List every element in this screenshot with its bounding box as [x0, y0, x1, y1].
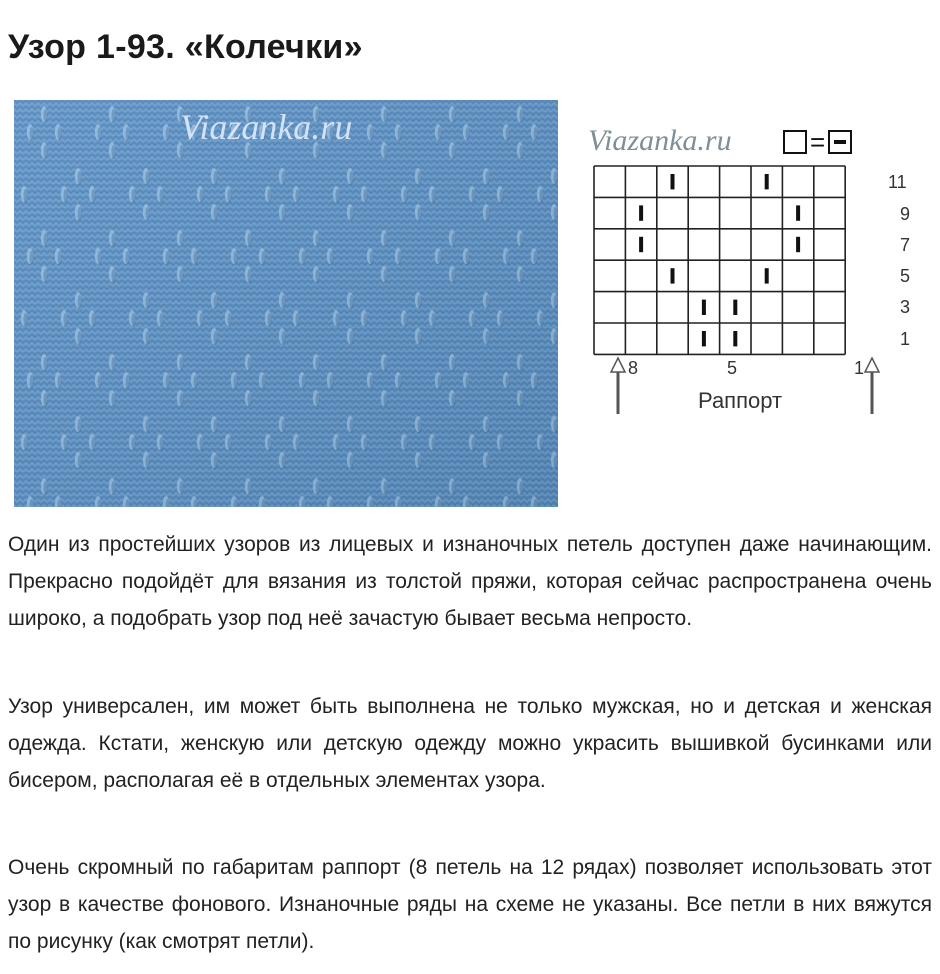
purl-stitch-mark [671, 268, 675, 283]
row-label: 5 [900, 266, 911, 286]
purl-stitch-mark [796, 205, 800, 220]
paragraph: Один из простейших узоров из лицевых и изнаночных петель доступен даже начинающим. Прекрасно подойдёт для вязания из толстой пряжи, которая сейчас распространена очень широко, а подобрать узор под неё зачастую бывает весьма непросто. [8, 533, 932, 630]
purl-stitch-mark [796, 237, 800, 252]
chart-grid [588, 120, 928, 420]
column-label: 5 [727, 358, 738, 378]
column-label: 8 [628, 358, 639, 378]
page-title: Узор 1-93. «Колечки» [8, 28, 363, 66]
row-label: 9 [900, 204, 911, 224]
legend-equals: = [810, 127, 826, 157]
row-label: 11 [888, 172, 907, 192]
start-arrow-left [611, 358, 625, 372]
paragraph: Узор универсален, им может быть выполнена не только мужская, но и детская и женская одежда. Кстати, женскую или детскую одежду можно украсить вышивкой бусинками или бисером, располагая её в отдельных элементах узора. [8, 695, 932, 792]
purl-stitch-mark [733, 331, 737, 346]
knitting-chart [588, 120, 928, 420]
purl-stitch-mark [639, 237, 643, 252]
knitted-sample-photo [14, 100, 558, 507]
purl-stitch-mark [639, 205, 643, 220]
start-arrow-right [865, 358, 879, 372]
chart-watermark: Viazanka.ru [588, 124, 732, 157]
purl-stitch-mark [765, 174, 769, 189]
photo-watermark: Viazanka.ru [180, 107, 353, 147]
knit-texture [14, 100, 558, 507]
rapport-label: Раппорт [698, 388, 783, 413]
paragraph: Очень скромный по габаритам раппорт (8 петель на 12 рядах) позволяет использовать этот узор в качестве фонового. Изнаночные ряды на схеме не указаны. Все петли в них вяжутся по рисунку (как смотрят петли). [8, 856, 932, 953]
purl-stitch-mark [702, 300, 706, 315]
row-label: 1 [900, 329, 911, 349]
column-label: 1 [854, 358, 865, 378]
row-label: 3 [900, 297, 911, 317]
purl-stitch-mark [671, 174, 675, 189]
purl-stitch-mark [733, 300, 737, 315]
purl-stitch-mark [765, 268, 769, 283]
purl-stitch-mark [702, 331, 706, 346]
row-label: 7 [900, 235, 911, 255]
